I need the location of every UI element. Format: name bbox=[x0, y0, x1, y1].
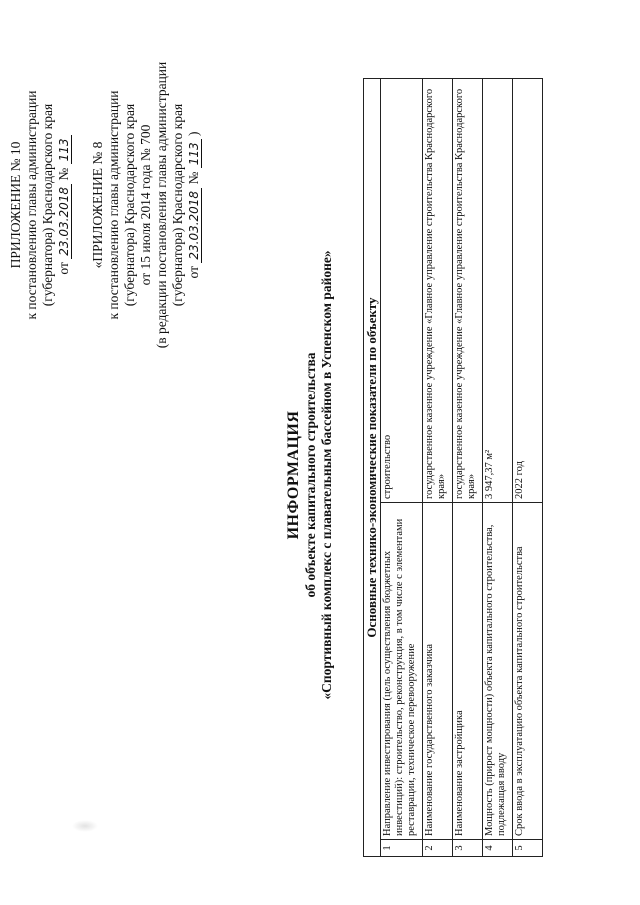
appendix-8-number-signature: 113 bbox=[188, 139, 202, 168]
table-row bbox=[513, 79, 543, 857]
appendix-8-date-line bbox=[186, 40, 202, 370]
row-value: государственное казенное учреждение «Главное управление строительства Краснодарского края» bbox=[423, 79, 453, 503]
appendix-10-number-signature: 113 bbox=[58, 135, 72, 164]
document-title: ИНФОРМАЦИЯ bbox=[285, 410, 302, 540]
row-number: 1 bbox=[381, 840, 423, 857]
appendix-8-closing-paren: ) bbox=[186, 131, 201, 136]
table-header-row bbox=[364, 79, 381, 857]
row-number: 5 bbox=[513, 840, 543, 857]
appendix-8-block bbox=[90, 40, 202, 370]
appendix-10-date-signature: 23.03.2018 bbox=[58, 184, 72, 259]
appendix-10-number-sign: № bbox=[56, 167, 71, 181]
appendix-8-date-signature: 23.03.2018 bbox=[188, 188, 202, 263]
row-value: 3 947,37 м² bbox=[483, 79, 513, 503]
indicators-table bbox=[363, 78, 543, 857]
row-value: строительство bbox=[381, 79, 423, 503]
appendix-8-line5: (губернатора) Краснодарского края bbox=[170, 103, 185, 307]
row-name: Мощность (прирост мощности) объекта капитального строительства, подлежащая вводу bbox=[483, 503, 513, 840]
appendix-10-line1: к постановлению главы администрации bbox=[24, 90, 39, 320]
table-row bbox=[453, 79, 483, 857]
appendix-8-number-sign: № bbox=[186, 171, 201, 185]
row-value: 2022 год bbox=[513, 79, 543, 503]
appendix-10-date-prefix: от bbox=[56, 262, 71, 275]
row-number: 2 bbox=[423, 840, 453, 857]
appendix-10-line2: (губернатора) Краснодарского края bbox=[40, 103, 55, 307]
row-name: Наименование застройщика bbox=[453, 503, 483, 840]
appendix-8-line4: (в редакции постановления главы администрации bbox=[154, 61, 169, 349]
appendix-8-line2: (губернатора) Краснодарского края bbox=[122, 103, 137, 307]
appendix-10-heading: ПРИЛОЖЕНИЕ № 10 bbox=[8, 141, 23, 269]
scan-smudge bbox=[72, 820, 98, 832]
appendix-8-line1: к постановлению главы администрации bbox=[106, 90, 121, 320]
row-name: Наименование государственного заказчика bbox=[423, 503, 453, 840]
document-subtitle-line2: «Спортивный комплекс с плавательным бассейном в Успенском районе» bbox=[319, 250, 334, 700]
row-name: Срок ввода в эксплуатацию объекта капитального строительства bbox=[513, 503, 543, 840]
appendix-8-date-prefix: от bbox=[186, 266, 201, 279]
appendix-8-line3: от 15 июля 2014 года № 700 bbox=[138, 124, 153, 286]
appendix-8-heading: «ПРИЛОЖЕНИЕ № 8 bbox=[90, 141, 105, 269]
row-name: Направление инвестирования (цель осуществления бюджетных инвестиций): строительство, реконструкция, в том числе с элементами реставрации, техническое перевооружение bbox=[381, 503, 423, 840]
appendix-10-date-line bbox=[56, 40, 72, 370]
row-value: государственное казенное учреждение «Главное управление строительства Краснодарского края» bbox=[453, 79, 483, 503]
table-row bbox=[483, 79, 513, 857]
row-number: 4 bbox=[483, 840, 513, 857]
document-subtitle-line1: об объекте капитального строительства bbox=[303, 352, 318, 598]
appendix-10-block bbox=[8, 40, 72, 370]
table-header: Основные технико-экономические показатели по объекту bbox=[364, 79, 381, 857]
table-row bbox=[423, 79, 453, 857]
row-number: 3 bbox=[453, 840, 483, 857]
document-title-block bbox=[285, 235, 335, 715]
table-row bbox=[381, 79, 423, 857]
